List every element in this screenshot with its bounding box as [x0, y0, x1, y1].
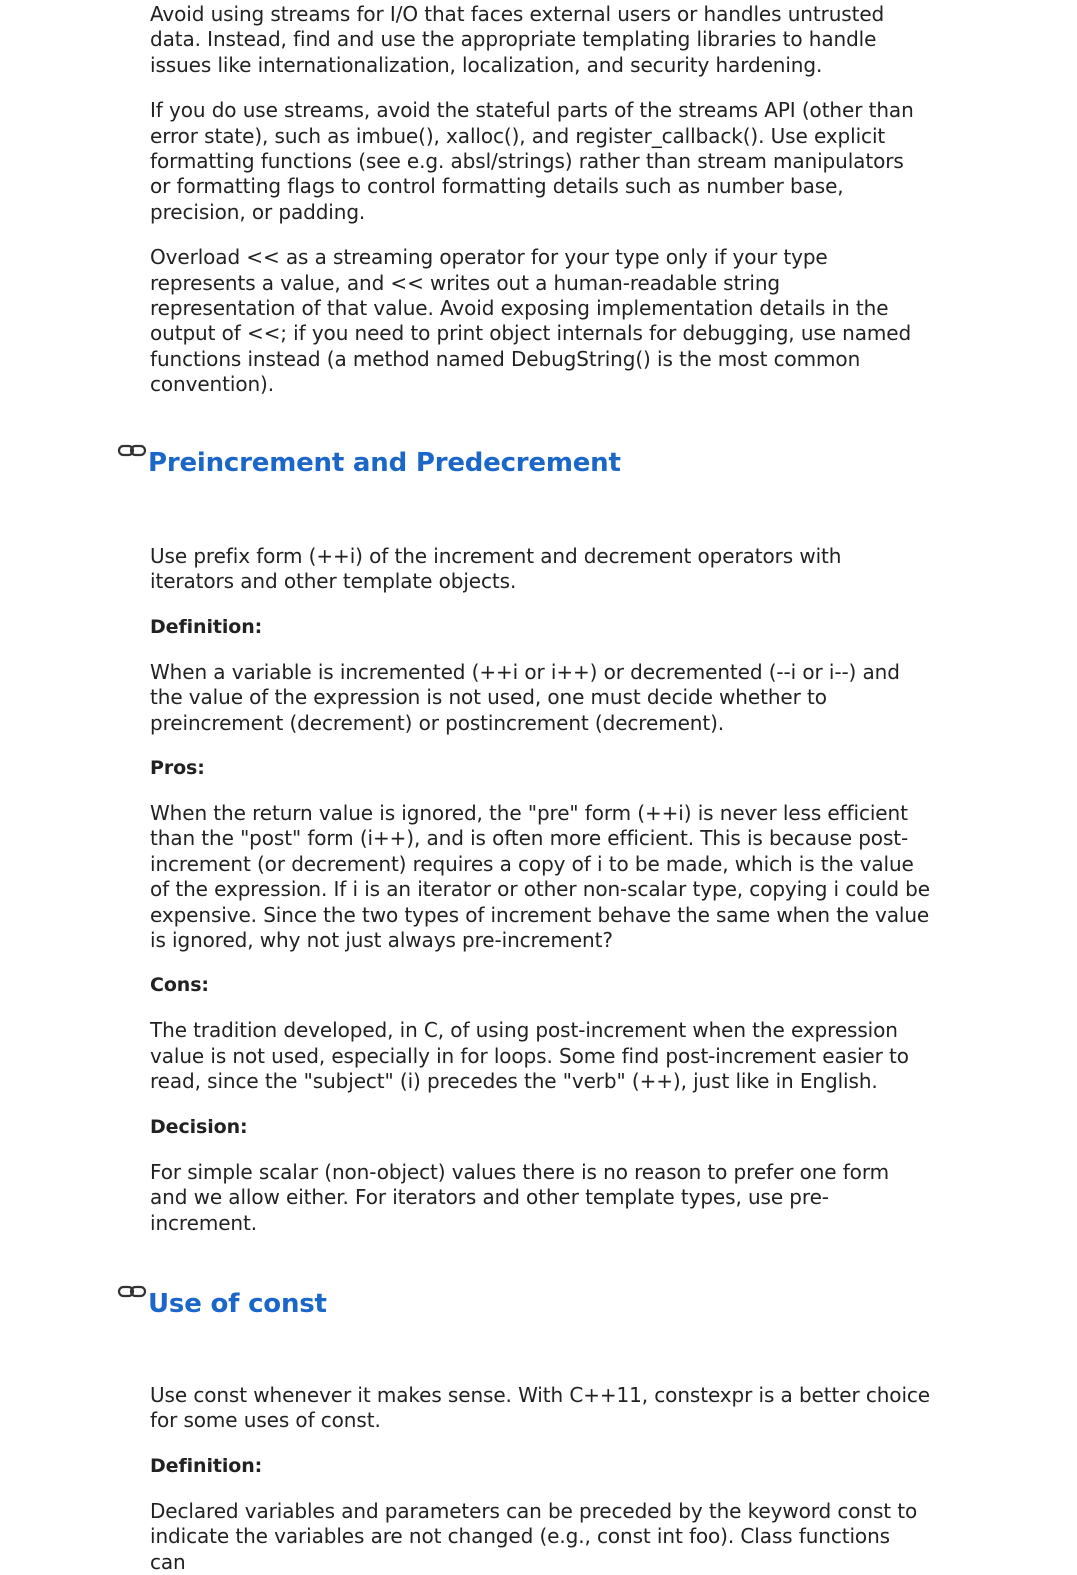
link-icon[interactable]: [116, 1282, 148, 1302]
link-icon[interactable]: [116, 441, 148, 461]
preincrement-pros: When the return value is ignored, the "pre" form (++i) is never less efficient than the "post" form (i++), and is often more efficient. This is because post-increment (or decrement) requires a copy of i to be made, which is the value of the expression. If i is an iterator or other non-scalar type, copying i could be expensive. Since the two types of increment behave the same when the value is ignored, why not just always pre-increment?: [150, 801, 930, 953]
const-definition: Declared variables and parameters can be preceded by the keyword const to indicate the variables are not changed (e.g., const int foo). Class functions can: [150, 1498, 918, 1574]
preincrement-decision: For simple scalar (non-object) values there is no reason to prefer one form and we allow either. For iterators and other template types, use pre-increment.: [150, 1159, 889, 1235]
preincrement-decision-label: Decision:: [150, 1115, 248, 1138]
preincrement-pros-label: Pros:: [150, 757, 205, 780]
streams-paragraph-1: Avoid using streams for I/O that faces external users or handles untrusted data. Instead, find and use the appropriate templating libraries to handle issues like internationalization, localization, and security hardening.: [150, 2, 885, 77]
preincrement-heading: [116, 448, 621, 478]
streams-paragraph-3: Overload << as a streaming operator for your type only if your type represents a value, and << writes out a human-readable string representation of that value. Avoid exposing implementation details in the output of <<; if you need to print object internals for debugging, use named functions instead (a method named DebugString() is the most common convention).: [150, 245, 912, 397]
const-title[interactable]: Use of const: [148, 1289, 327, 1319]
preincrement-cons: The tradition developed, in C, of using post-increment when the expression value is not used, especially in for loops. Some find post-increment easier to read, since the "subject" (i) precedes the "verb" (++), just like in English.: [150, 1018, 909, 1094]
streams-paragraph-2: If you do use streams, avoid the stateful parts of the streams API (other than error state), such as imbue(), xalloc(), and register_callback(). Use explicit formatting functions (see e.g. absl/strings) rather than stream manipulators or formatting flags to control formatting details such as number base, precision, or padding.: [150, 98, 914, 224]
streams-section-tail: [150, 2, 930, 398]
preincrement-summary: Use prefix form (++i) of the increment and decrement operators with iterators and other template objects.: [150, 544, 842, 594]
preincrement-section: [150, 544, 930, 1236]
preincrement-definition-label: Definition:: [150, 615, 263, 638]
preincrement-cons-label: Cons:: [150, 974, 209, 997]
const-heading: [116, 1289, 327, 1319]
const-summary: Use const whenever it makes sense. With C++11, constexpr is a better choice for some uses of const.: [150, 1383, 931, 1433]
const-definition-label: Definition:: [150, 1454, 263, 1477]
preincrement-title[interactable]: Preincrement and Predecrement: [148, 448, 621, 478]
preincrement-definition: When a variable is incremented (++i or i++) or decremented (--i or i--) and the value of the expression is not used, one must decide whether to preincrement (decrement) or postincrement (decrement).: [150, 659, 900, 735]
const-section: [150, 1383, 930, 1575]
